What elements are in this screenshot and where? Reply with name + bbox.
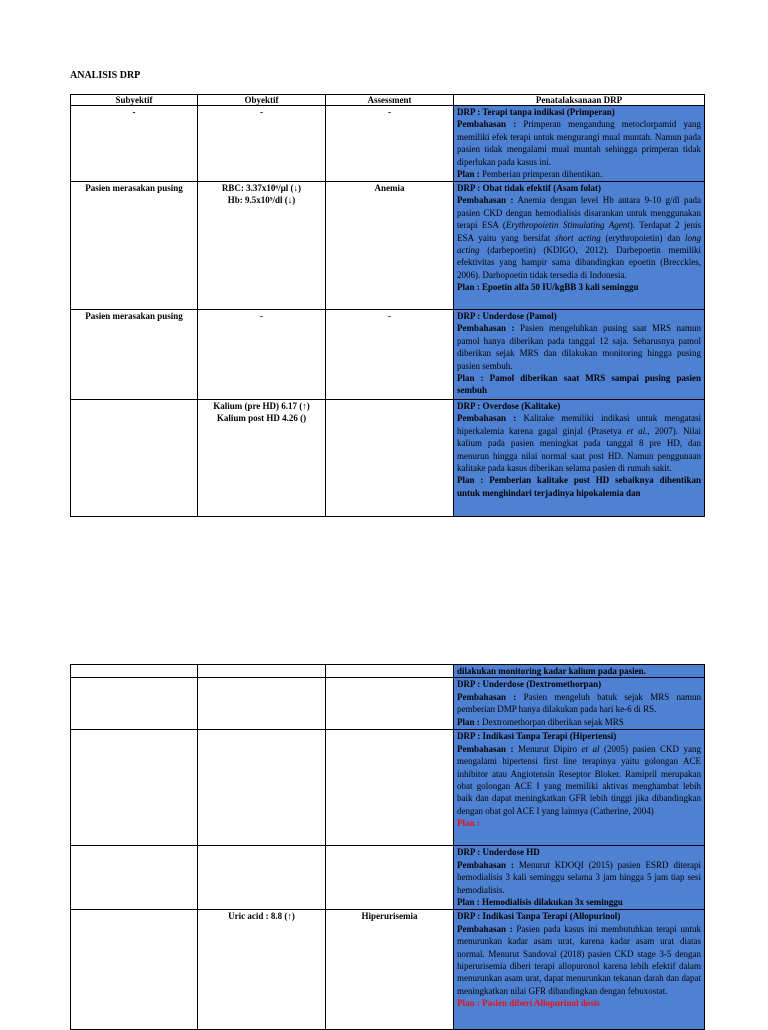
table-row xyxy=(71,400,705,517)
pembahasan-body-1: Kalitake memiliki indikasi untuk mengatasi hiperkalemia karena gagal ginjal (Prasetya xyxy=(457,413,701,436)
pembahasan-label: Pembahasan : xyxy=(457,923,513,934)
pembahasan-body-1: Anemia dengan level Hb antara 9-10 g/dl pada pasien CKD dengan hemodialisis disarankan untuk menggunakan terapi ESA ( xyxy=(457,195,701,231)
pembahasan-italic-1: et al., xyxy=(626,425,650,436)
table-row xyxy=(71,182,705,310)
table-row xyxy=(71,846,705,910)
table-row xyxy=(71,910,705,1030)
pembahasan-body-1: Menurut Dipiro xyxy=(513,743,582,754)
pembahasan-text xyxy=(457,743,701,817)
drp-heading: DRP : Indikasi Tanpa Terapi (Hipertensi) xyxy=(457,731,617,742)
pembahasan-body-2: ). Terdapat 2 jenis ESA yaitu yang bersifat xyxy=(457,220,701,243)
subyektif-cell: Pasien merasakan pusing xyxy=(71,182,198,310)
assessment-cell xyxy=(326,665,454,678)
lab-value-kalium-post: Kalium post HD 4.26 () xyxy=(216,413,307,424)
penatalaksanaan-cell xyxy=(454,400,705,517)
plan-text: Plan : Pemberian kalitake post HD sebaiknya dihentikan untuk menghindari terjadinya hipokalemia dan xyxy=(457,475,701,498)
table-row xyxy=(71,678,705,730)
obyektif-cell xyxy=(198,846,326,910)
plan-continuation: dilakukan monitoring kadar kalium pada pasien. xyxy=(457,666,646,676)
table-row xyxy=(71,665,705,678)
obyektif-cell xyxy=(198,665,326,678)
subyektif-cell xyxy=(71,846,198,910)
plan-body: Pemberian primperan dihentikan. xyxy=(479,169,603,180)
pembahasan-text xyxy=(457,194,701,281)
header-assessment: Assessment xyxy=(326,95,454,106)
plan-label: Plan : xyxy=(457,716,480,727)
table-header-row xyxy=(71,95,705,106)
pembahasan-body-4: (darbepoetin) (KDIGO, 2012). Darbepoetin memiliki efektivitas yang hampir sama dibandingkan epoetin (Brecckles, 2006). Darbopoetin tidak tersedia di Indonesia. xyxy=(457,245,701,280)
header-obyektif: Obyektif xyxy=(198,95,326,106)
pembahasan-label: Pembahasan : xyxy=(457,691,517,702)
plan-text xyxy=(457,168,701,180)
obyektif-cell: Uric acid : 8.8 (↑) xyxy=(198,910,326,1030)
penatalaksanaan-cell xyxy=(454,310,705,400)
penatalaksanaan-cell xyxy=(454,182,705,310)
penatalaksanaan-cell xyxy=(454,665,705,678)
obyektif-cell xyxy=(198,730,326,846)
drp-heading: DRP : Obat tidak efektif (Asam folat) xyxy=(457,183,601,193)
drp-heading: DRP : Underdose HD xyxy=(457,847,540,858)
page-title: ANALISIS DRP xyxy=(70,70,141,81)
subyektif-cell xyxy=(71,678,198,730)
subyektif-cell xyxy=(71,400,198,517)
subyektif-cell xyxy=(71,665,198,678)
pembahasan-italic-3: long acting xyxy=(457,232,701,256)
assessment-cell xyxy=(326,678,454,730)
subyektif-cell: - xyxy=(71,106,198,182)
pembahasan-body: Pasien mengeluhkan pusing saat MRS namun pamol hanya diberikan pada tanggal 12 saja. Seharusnya pamol diberikan sejak MRS dan dilakukan monitoring hingga pusing pasien sembuh. xyxy=(457,323,701,371)
penatalaksanaan-cell xyxy=(454,106,705,182)
penatalaksanaan-cell xyxy=(454,678,705,730)
penatalaksanaan-cell xyxy=(454,730,705,846)
pembahasan-body-2: (2005) pasien CKD yang mengalami hipertensi first line terapinya yaitu golongan ACE inhibitor atau Angiotensin Reseptor Bloker. Ramipril merupakan obat golongan ACE I yang memiliki aktivas menghambat lebih baik dan dapat meningkatkan GFR lebih tinggi jika dibandingkan dengan obat gol ACE I yang lainnya (Catherine, 2004) xyxy=(457,743,701,816)
lab-value-rbc: RBC: 3.37x10⁶/µl (↓) xyxy=(221,183,302,193)
pembahasan-label: Pembahasan : xyxy=(457,323,515,334)
assessment-cell: Hiperurisemia xyxy=(326,910,454,1030)
plan-text: Plan : Epoetin alfa 50 IU/kgBB 3 kali seminggu xyxy=(457,282,639,293)
pembahasan-text xyxy=(457,118,701,168)
plan-text: Plan : Hemodialisis dilakukan 3x seminggu xyxy=(457,897,623,908)
pembahasan-body: Pasien pada kasus ini membutuhkan terapi untuk menurunkan kadar asam urat, karena kadar asam urat diatas normal. Menurut Sandoval (2018) pasien CKD stage 3-5 dengan hiperurisemia diberi terapi allopuronol karena lebih efektif dalam menurunkan asam urat, dapat menurunkan tekanan darah dan dapat meningkatkan nilai GFR dibandingkan dengan febuxostat. xyxy=(457,923,701,996)
plan-text: Plan : Pamol diberikan saat MRS sampai pusing pasien sembuh xyxy=(457,373,701,396)
pembahasan-label: Pembahasan : xyxy=(457,859,514,870)
pembahasan-text xyxy=(457,412,701,474)
plan-text: Plan : xyxy=(457,818,480,829)
obyektif-cell xyxy=(198,182,326,310)
lab-value-kalium-pre: Kalium (pre HD) 6.17 (↑) xyxy=(213,401,310,411)
pembahasan-text xyxy=(457,859,701,896)
assessment-cell xyxy=(326,730,454,846)
pembahasan-label: Pembahasan : xyxy=(457,413,517,424)
header-penatalaksanaan: Penatalaksanaan DRP xyxy=(454,95,705,106)
drp-heading: DRP : Underdose (Dextromethorpan) xyxy=(457,679,602,690)
pembahasan-text xyxy=(457,322,701,372)
plan-label: Plan : xyxy=(457,169,480,180)
lab-value-hb: Hb: 9.5x10⁹/dl (↓) xyxy=(227,195,296,206)
pembahasan-text xyxy=(457,923,701,997)
obyektif-cell: - xyxy=(198,106,326,182)
pembahasan-body: Primperan mengandung metoclorpamid yang memiliki efek terapi untuk mengurangi mual muntah. Namun pada pasien tidak mengalami mual muntah sehingga primperan tidak diperlukan pada kasus ini. xyxy=(457,119,701,167)
assessment-cell xyxy=(326,400,454,517)
drp-heading: DRP : Terapi tanpa indikasi (Primperan) xyxy=(457,107,615,117)
obyektif-cell: - xyxy=(198,310,326,400)
subyektif-cell xyxy=(71,730,198,846)
pembahasan-body-3: (erythropoietin) dan xyxy=(600,232,685,243)
assessment-cell: Anemia xyxy=(326,182,454,310)
pembahasan-body: Pasien mengeluh batuk sejak MRS namun pemberian DMP hanya dilakukan pada hari ke-6 di RS. xyxy=(457,691,701,715)
subyektif-cell xyxy=(71,910,198,1030)
pembahasan-body: Menurut KDOQI (2015) pasien ESRD diterapi hemodialisis 3 kali seminggu selama 3 jam hingga 5 jam tiap sesi hemodialisis. xyxy=(457,859,701,895)
assessment-cell: - xyxy=(326,310,454,400)
pembahasan-label: Pembahasan : xyxy=(457,743,514,754)
table-row xyxy=(71,730,705,846)
assessment-cell: - xyxy=(326,106,454,182)
header-subyektif: Subyektif xyxy=(71,95,198,106)
pembahasan-label: Pembahasan : xyxy=(457,195,514,206)
drp-table-part-1 xyxy=(70,94,705,517)
drp-table-part-2 xyxy=(70,664,705,1030)
pembahasan-italic-1: Erythropoietin Stimulating Agent xyxy=(505,220,630,231)
plan-body: Dextromethorpan diberikan sejak MRS xyxy=(479,716,624,727)
assessment-cell xyxy=(326,846,454,910)
obyektif-cell xyxy=(198,678,326,730)
penatalaksanaan-cell xyxy=(454,910,705,1030)
drp-heading: DRP : Underdose (Pamol) xyxy=(457,311,557,321)
obyektif-cell xyxy=(198,400,326,517)
penatalaksanaan-cell xyxy=(454,846,705,910)
pembahasan-italic-1: et al xyxy=(581,743,600,754)
plan-text xyxy=(457,716,701,728)
pembahasan-label: Pembahasan : xyxy=(457,119,517,130)
drp-heading: DRP : Overdose (Kalitake) xyxy=(457,401,561,411)
pembahasan-text xyxy=(457,691,701,716)
subyektif-cell: Pasien merasakan pusing xyxy=(71,310,198,400)
drp-heading: DRP : Indikasi Tanpa Terapi (Allopurinol) xyxy=(457,911,621,922)
table-row xyxy=(71,106,705,182)
plan-text: Plan : Pasien diberi Allopurinol dosis xyxy=(457,998,600,1009)
table-row xyxy=(71,310,705,400)
pembahasan-italic-2: short acting xyxy=(554,232,601,243)
pembahasan-body-2: 2007). Nilai kalium pada pasien meningkat pada tanggal 8 pre HD, dan menurun hingga nilai normal saat post HD. Namun penggunaan kalitake pada kasus diberikan selama pasien di rumah sakit. xyxy=(457,425,702,474)
